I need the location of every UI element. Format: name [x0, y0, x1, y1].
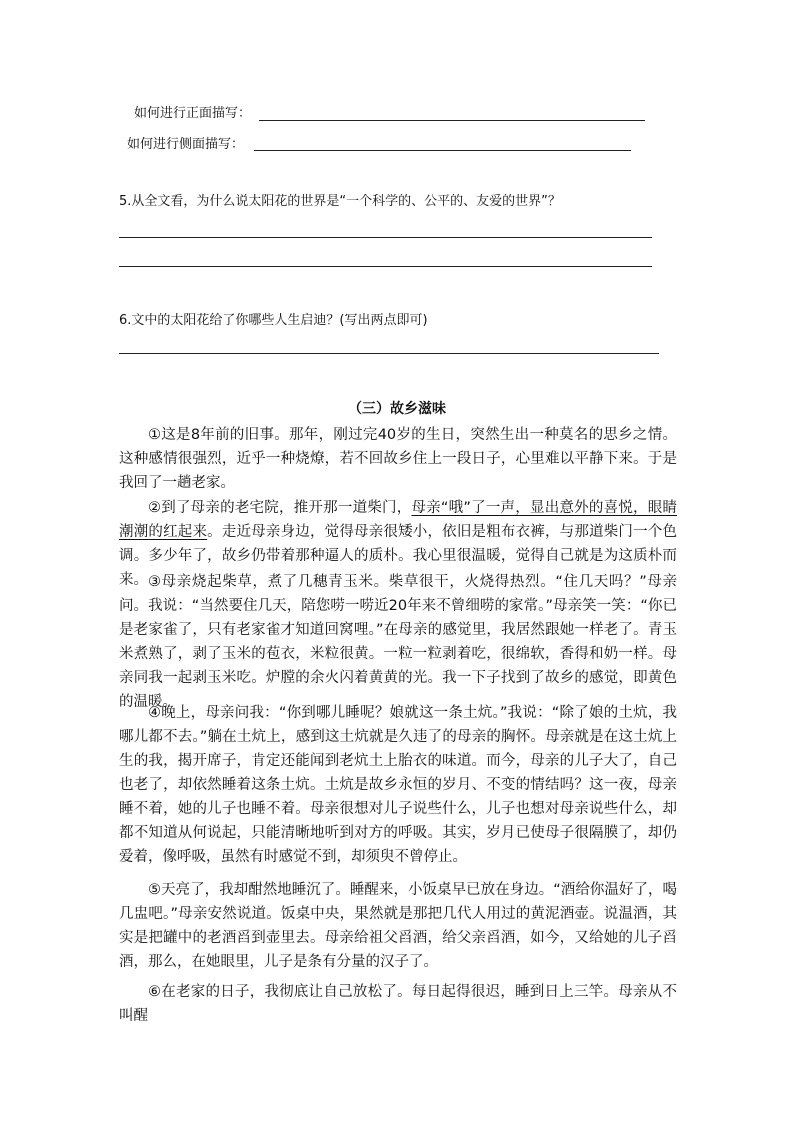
q4-side-answer-line[interactable]: [254, 150, 631, 151]
q6-answer-line[interactable]: [119, 353, 659, 354]
paragraph-3: ③母亲烧起柴草，煮了几穗青玉米。柴草很干，火烧得热烈。“住几天吗？”母亲问。我说：“当然要住几天，陪您唠一唠近20年来不曾细唠的家常。”母亲笑一笑：“你已是老家雀了，只有老家雀才知道回窝哩。”在母亲的感觉里，我居然跟她一样老了。青玉米煮熟了，剥了玉米的苞衣，米粒很黄。一粒一粒剥着吃，很绵软，香得和奶一样。母亲同我一起剥玉米吃。炉膛的余火闪着黄黄的光。我一下子找到了故乡的感觉，即黄色的温暖。: [119, 574, 677, 710]
paragraph-5: ⑤天亮了，我却酣然地睡沉了。睡醒来，小饭桌早已放在身边。“酒给你温好了，喝几盅吧。”母亲安然说道。饭桌中央，果然就是那把几代人用过的黄泥酒壶。说温酒，其实是把罐中的老酒舀到壶里去。母亲给祖父舀酒，给父亲舀酒，如今，又给她的儿子舀酒，那么，在她眼里，儿子是条有分量的汉子了。: [119, 882, 677, 970]
q5-question: 5.从全文看，为什么说太阳花的世界是“一个科学的、公平的、友爱的世界”？: [119, 194, 561, 209]
q4-side-label: 如何进行侧面描写：: [127, 137, 245, 152]
article-title: （三）故乡滋味: [348, 401, 446, 417]
q5-answer-line-2[interactable]: [119, 266, 652, 267]
underlined-sentence: 母亲“哦”了一声，显出意外的喜悦，眼睛潮潮的红起来: [119, 500, 677, 540]
paragraph-2-rest: 。走近母亲身边，觉得母亲很矮小，依旧是粗布衣裤，与那道柴门一个色调。多少年了，故乡仍带着那种逼人的质朴。我心里很温暖，觉得自己就是为这质朴而来。: [119, 524, 678, 588]
paragraph-4: ④晚上，母亲问我：“你到哪儿睡呢？娘就这一条土炕。”我说：“除了娘的土炕，我哪儿都不去。”躺在土炕上，感到这土炕就是久违了的母亲的胸怀。母亲就是在这土炕上生的我，揭开席子，肯定还能闻到老炕土上胎衣的味道。而今，母亲的儿子大了，自己也老了，却依然睡着这条土炕。土炕是故乡永恒的岁月、不变的情结吗？这一夜，母亲睡不着，她的儿子也睡不着。母亲很想对儿子说些什么，儿子也想对母亲说些什么，却都不知道从何说起，只能清晰地听到对方的呼吸。其实，岁月已使母子很隔膜了，却仍爱着，像呼吸，虽然有时感觉不到，却须臾不曾停止。: [119, 705, 677, 865]
paragraph-1: ①这是8年前的旧事。那年，刚过完40岁的生日，突然生出一种莫名的思乡之情。这种感情很强烈，近乎一种烧燎，若不回故乡住上一段日子，心里难以平静下来。于是我回了一趟老家。: [119, 427, 677, 491]
paragraph-6: ⑥在老家的日子，我彻底让自己放松了。每日起得很迟，睡到日上三竿。母亲从不叫醒: [119, 984, 677, 1024]
q4-front-label: 如何进行正面描写：: [134, 106, 252, 121]
q6-question: 6.文中的太阳花给了你哪些人生启迪？(写出两点即可): [119, 313, 428, 328]
q4-front-answer-line[interactable]: [259, 120, 645, 121]
paragraph-2-lead: ②到了母亲的老宅院，推开那一道柴门，: [148, 500, 412, 516]
q5-answer-line-1[interactable]: [119, 237, 652, 238]
